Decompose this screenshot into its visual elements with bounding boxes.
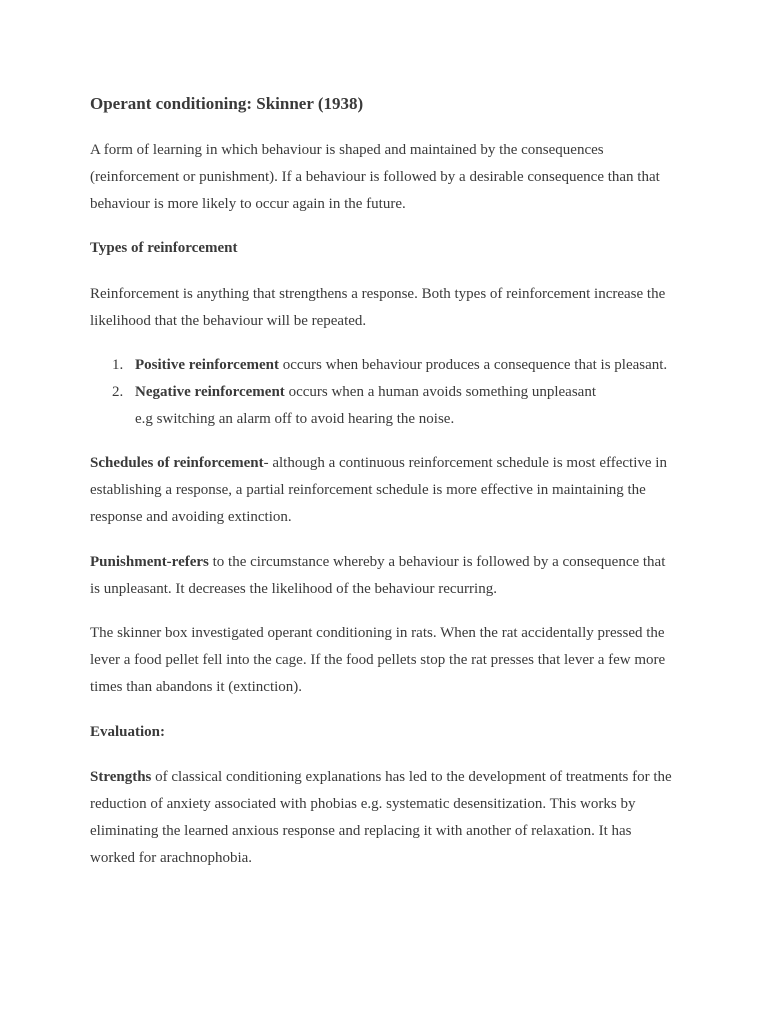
strengths-text: of classical conditioning explanations has led to the development of treatments for the <box>151 769 672 785</box>
schedules-text: - although a continuous reinforcement schedule is most effective in <box>263 455 667 471</box>
schedules-line: response and avoiding extinction. <box>90 509 292 525</box>
evaluation-heading: Evaluation: <box>90 724 166 740</box>
skinner-line: lever a food pellet fell into the cage. If the food pellets stop the rat presses that lever a few more <box>90 652 666 668</box>
strengths-line: eliminating the learned anxious response and replacing it with another of relaxation. It has <box>90 823 632 839</box>
definition-line: Reinforcement is anything that strengthens a response. Both types of reinforcement increase the <box>90 286 666 302</box>
intro-paragraph <box>90 137 690 218</box>
list-term: Positive reinforcement <box>135 357 279 373</box>
types-heading: Types of reinforcement <box>90 240 238 256</box>
schedules-paragraph <box>90 450 690 531</box>
schedules-term: Schedules of reinforcement <box>90 455 264 471</box>
strengths-line: worked for arachnophobia. <box>90 850 253 866</box>
list-item <box>90 379 690 433</box>
reinforcement-definition <box>90 281 690 335</box>
intro-line: A form of learning in which behaviour is shaped and maintained by the consequences <box>90 142 604 158</box>
list-text: occurs when a human avoids something unpleasant <box>284 384 596 400</box>
list-number: 2. <box>112 384 124 400</box>
strengths-line: reduction of anxiety associated with phobias e.g. systematic desensitization. This works by <box>90 796 636 812</box>
punishment-text: to the circumstance whereby a behaviour is followed by a consequence that <box>208 554 666 570</box>
intro-line: (reinforcement or punishment). If a behaviour is followed by a desirable consequence than that <box>90 169 660 185</box>
schedules-line: establishing a response, a partial reinforcement schedule is more effective in maintaining the <box>90 482 646 498</box>
skinner-line: The skinner box investigated operant conditioning in rats. When the rat accidentally pressed the <box>90 625 665 641</box>
strengths-paragraph <box>90 764 690 872</box>
list-number: 1. <box>112 357 124 373</box>
punishment-line: is unpleasant. It decreases the likelihood of the behaviour recurring. <box>90 581 497 597</box>
strengths-term: Strengths <box>90 769 152 785</box>
list-extra: e.g switching an alarm off to avoid hearing the noise. <box>135 411 455 427</box>
intro-line: behaviour is more likely to occur again in the future. <box>90 196 406 212</box>
list-item <box>90 352 690 379</box>
list-text: occurs when behaviour produces a consequence that is pleasant. <box>278 357 668 373</box>
skinner-line: times than abandons it (extinction). <box>90 679 303 695</box>
list-term: Negative reinforcement <box>135 384 285 400</box>
skinner-box-paragraph <box>90 620 690 701</box>
punishment-paragraph <box>90 549 690 603</box>
definition-line: likelihood that the behaviour will be repeated. <box>90 313 367 329</box>
reinforcement-types-list <box>90 352 690 433</box>
punishment-term: Punishment-refers <box>90 554 209 570</box>
document-title: Operant conditioning: Skinner (1938) <box>90 94 364 113</box>
